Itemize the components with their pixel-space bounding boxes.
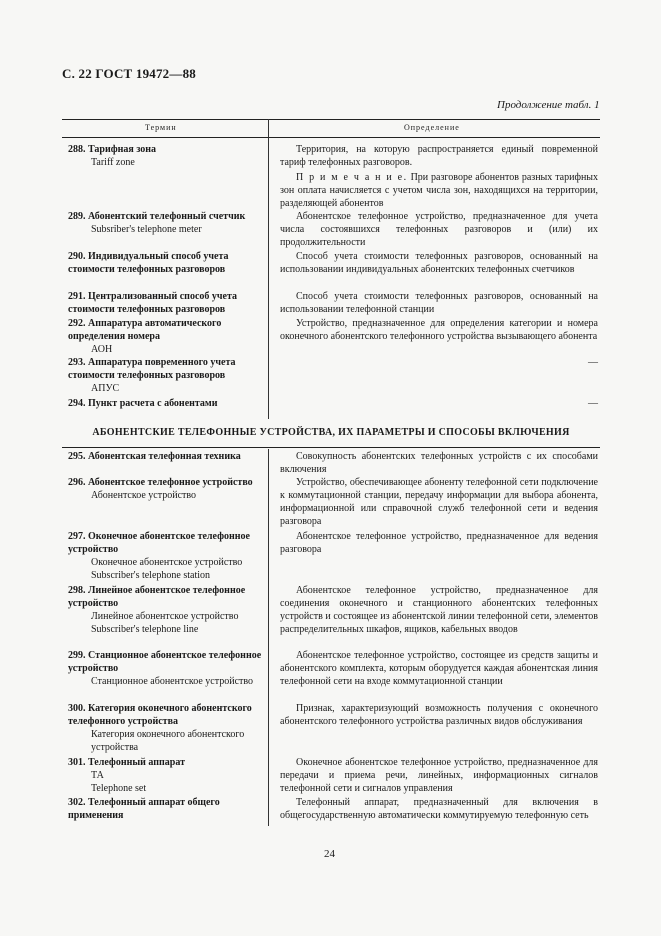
definition-299: Абонентское телефонное устройство, состоящее из средств защиты и абонентского комплекта, которым оборудуется каждая абонентская линия телефонной сети на входе коммутационной станции xyxy=(280,650,598,687)
page-number: 24 xyxy=(324,848,335,860)
definition-297: Абонентское телефонное устройство, предназначенное для ведения разговора xyxy=(280,531,598,555)
term-298: 298. Линейное абонентское телефонное устройство Линейное абонентское устройство Subscriber's telephone line xyxy=(68,585,246,635)
definition-290: Способ учета стоимости телефонных разговоров, основанный на использовании индивидуальных абонентских телефонных счетчиков xyxy=(280,251,598,275)
term-293: 293. Аппаратура повременного учета стоимости телефонных разговоров АПУС xyxy=(68,357,236,394)
definition-298: Абонентское телефонное устройство, предназначенное для соединения оконечного и станционного абонентских телефонных устройств и состоящее из абонентской линии телефонной сети, элементов распределительных шкафов, ящиков, кабельных вводов xyxy=(280,585,598,635)
table-header-rule xyxy=(62,137,600,138)
definition-296: Устройство, обеспечивающее абоненту телефонной сети подключение к коммутационной станции, передачу информации для выбора абонента, информационной или справочной служб телефонной сети и ведения разговора xyxy=(280,477,598,527)
definition-300: Признак, характеризующий возможность получения с оконечного абонентского телефонного устройства различных видов обслуживания xyxy=(280,703,598,727)
definition-291: Способ учета стоимости телефонных разговоров, основанный на использовании телефонной станции xyxy=(280,291,598,315)
term-295: 295. Абонентская телефонная техника xyxy=(68,451,241,462)
section-rule xyxy=(62,447,600,448)
column-header-definition: Определение xyxy=(404,123,460,132)
term-291: 291. Централизованный способ учета стоимости телефонных разговоров xyxy=(68,291,237,315)
definition-294: — xyxy=(588,398,598,409)
term-289: 289. Абонентский телефонный счетчик Subsriber's telephone meter xyxy=(68,211,246,235)
page-header: С. 22 ГОСТ 19472—88 xyxy=(62,66,196,81)
term-292: 292. Аппаратура автоматического определения номера АОН xyxy=(68,318,222,355)
term-294: 294. Пункт расчета с абонентами xyxy=(68,398,218,409)
term-288: 288. Тарифная зона Tariff zone xyxy=(68,144,157,168)
term-299: 299. Станционное абонентское телефонное устройство Станционное абонентское устройство xyxy=(68,650,262,687)
column-divider xyxy=(268,449,269,826)
definition-293: — xyxy=(588,357,598,368)
table-top-rule xyxy=(62,119,600,120)
term-290: 290. Индивидуальный способ учета стоимости телефонных разговоров xyxy=(68,251,229,275)
definition-301: Оконечное абонентское телефонное устройство, предназначенное для передачи и приема речи, линейных, информационных сигналов телефонной сети и сигналов управления xyxy=(280,757,598,794)
definition-295: Совокупность абонентских телефонных устройств с их способами включения xyxy=(280,451,598,475)
term-296: 296. Абонентское телефонное устройство Абонентское устройство xyxy=(68,477,253,501)
term-302: 302. Телефонный аппарат общего применения xyxy=(68,797,220,821)
definition-288: Территория, на которую распространяется единый повременной тариф телефонных разговоров. П р и м е ч а н и е. При разговоре абонентов разных тарифных зон оплата начисляется с учетом числа зон, находящихся на территории, разделяющей абонентов xyxy=(280,144,599,209)
column-divider xyxy=(268,119,269,419)
definition-289: Абонентское телефонное устройство, предназначенное для учета числа состоявшихся телефонных разговоров и (или) их продолжительности xyxy=(280,211,598,248)
column-header-term: Термин xyxy=(145,123,177,132)
table-continuation-label: Продолжение табл. 1 xyxy=(497,99,600,111)
definition-302: Телефонный аппарат, предназначенный для включения в общегосударственную автоматически коммутируемую телефонную сеть xyxy=(280,797,598,821)
definition-292: Устройство, предназначенное для определения категории и номера оконечного абонентского телефонного устройства вызывающего абонента xyxy=(280,318,598,342)
term-297: 297. Оконечное абонентское телефонное устройство Оконечное абонентское устройство Subscriber's telephone station xyxy=(68,531,250,581)
term-300: 300. Категория оконечного абонентского телефонного устройства Категория оконечного абонентского устройства xyxy=(68,703,252,753)
term-301: 301. Телефонный аппарат ТА Telephone set xyxy=(68,757,186,794)
section-title: АБОНЕНТСКИЕ ТЕЛЕФОННЫЕ УСТРОЙСТВА, ИХ ПАРАМЕТРЫ И СПОСОБЫ ВКЛЮЧЕНИЯ xyxy=(92,427,570,438)
